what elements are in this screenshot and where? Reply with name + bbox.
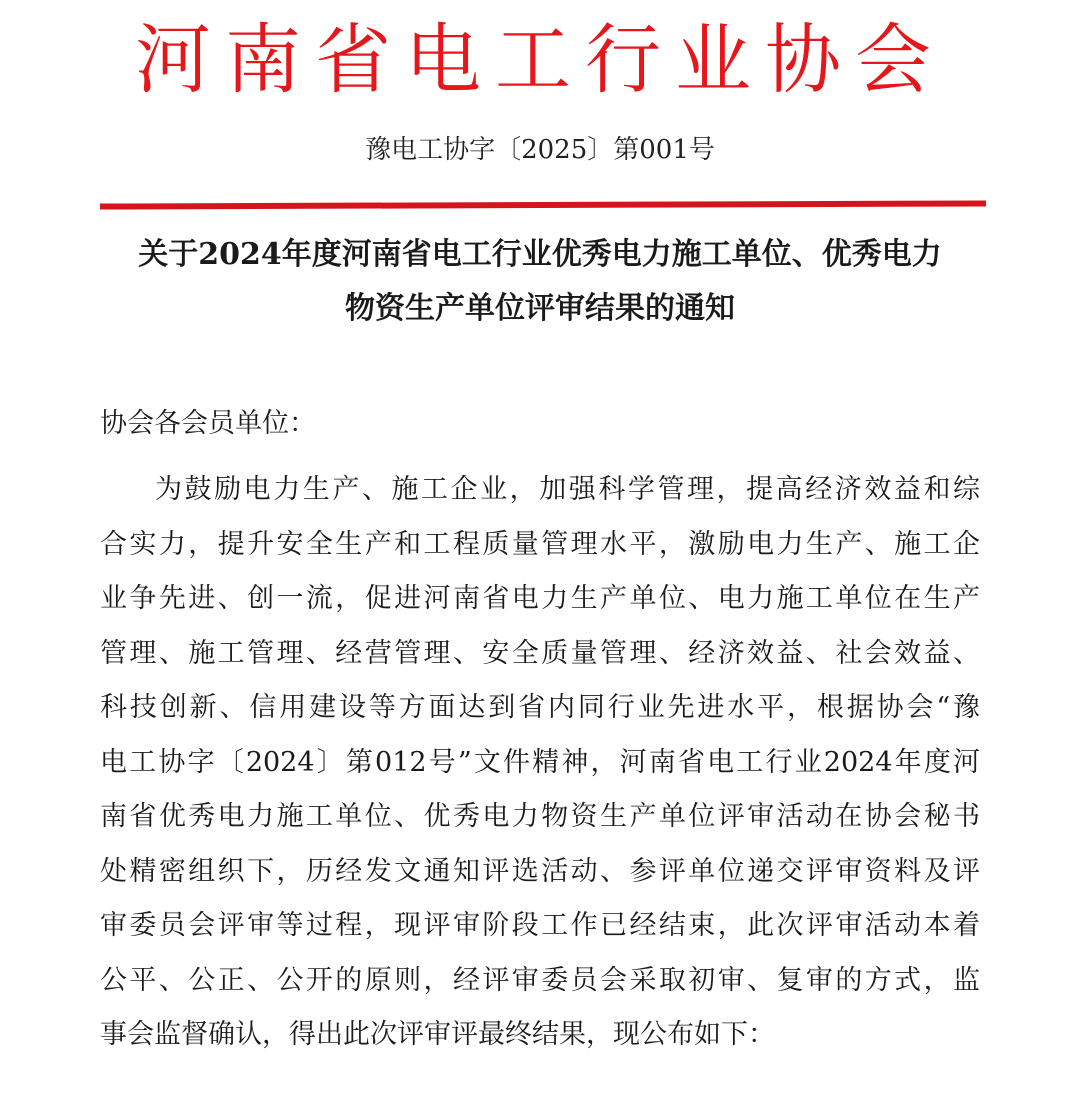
body-line: 南省优秀电力施工单位、优秀电力物资生产单位评审活动在协会秘书	[100, 801, 980, 832]
body-line: 处精密组织下，历经发文通知评选活动、参评单位递交评审资料及评	[100, 855, 980, 887]
body-line: 电工协字〔2024〕第012号”文件精神，河南省电工行业2024年度河	[100, 746, 980, 778]
body-line: 科技创新、信用建设等方面达到省内同行业先进水平，根据协会“豫	[100, 692, 980, 723]
body-line: 事会监督确认，得出此次评审评最终结果，现公布如下：	[100, 1019, 775, 1050]
body-line: 管理、施工管理、经营管理、安全质量管理、经济效益、社会效益、	[100, 637, 980, 669]
red-header-rule	[100, 200, 986, 209]
notice-body	[100, 466, 980, 1066]
body-line: 审委员会评审等过程，现评审阶段工作已经结束，此次评审活动本着	[100, 910, 980, 941]
body-line: 为鼓励电力生产、施工企业，加强科学管理，提高经济效益和综	[155, 474, 980, 505]
body-line: 公平、公正、公开的原则，经评审委员会采取初审、复审的方式，监	[100, 964, 980, 996]
organization-title: 河南省电工行业协会	[135, 15, 945, 104]
notice-title-line: 物资生产单位评审结果的通知	[345, 291, 735, 326]
body-line: 合实力，提升安全生产和工程质量管理水平，激励电力生产、施工企	[100, 528, 980, 560]
document-number: 豫电工协字〔2025〕第001号	[365, 135, 715, 165]
salutation: 协会各会员单位：	[100, 408, 316, 439]
body-line: 业争先进、创一流，促进河南省电力生产单位、电力施工单位在生产	[100, 583, 980, 614]
notice-title-line: 关于2024年度河南省电工行业优秀电力施工单位、优秀电力	[138, 237, 942, 272]
notice-title	[60, 228, 1020, 336]
